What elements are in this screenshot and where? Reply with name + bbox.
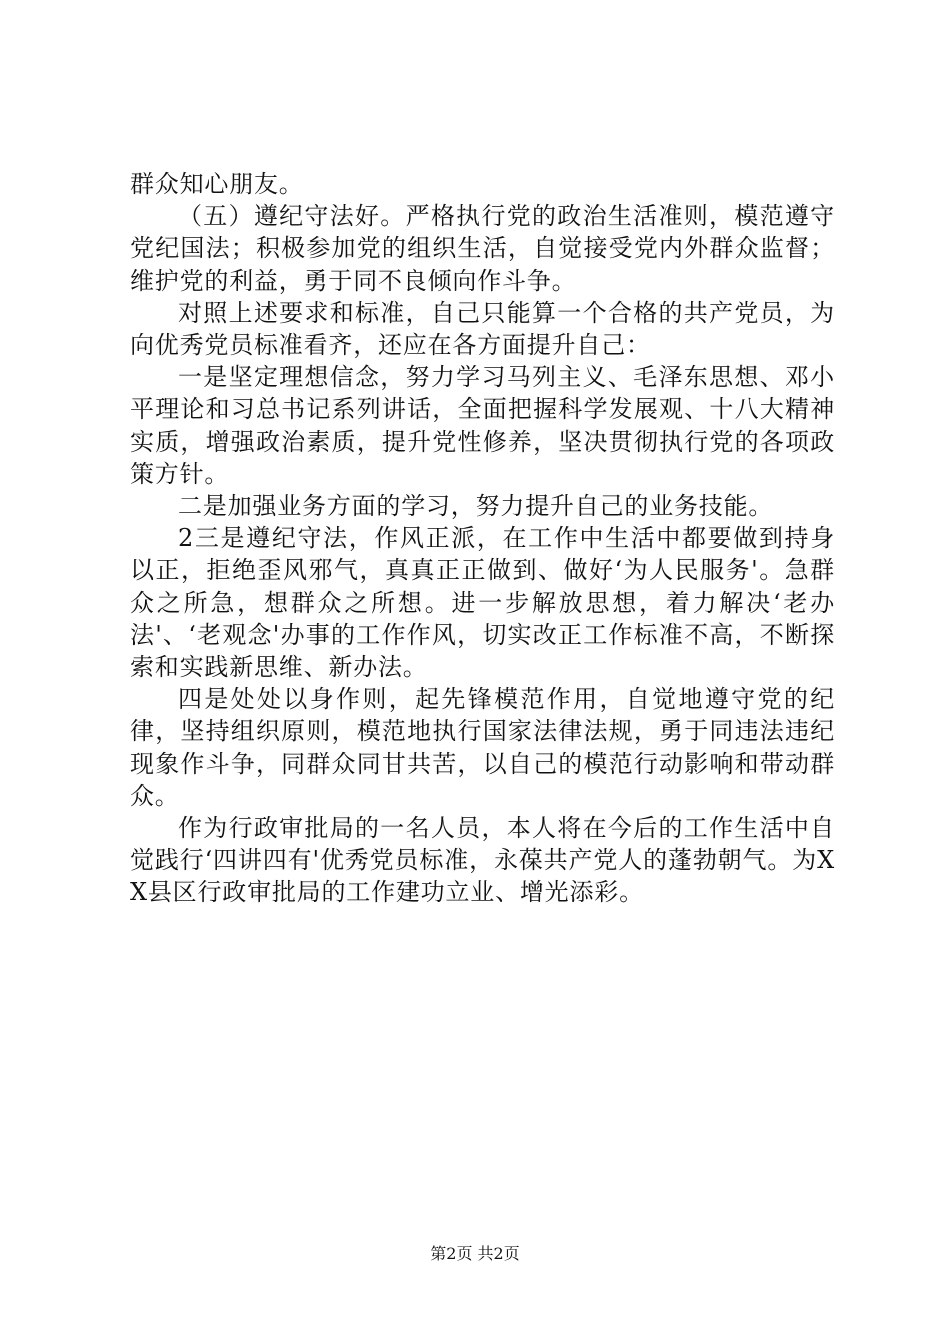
paragraph-3: 对照上述要求和标准，自己只能算一个合格的共产党员，为向优秀党员标准看齐，还应在各方面提升自己： [130,298,835,360]
paragraph-2: （五）遵纪守法好。严格执行党的政治生活准则，模范遵守党纪国法；积极参加党的组织生活，自觉接受党内外群众监督；维护党的利益，勇于同不良倾向作斗争。 [130,202,835,295]
paragraph-5: 二是加强业务方面的学习，努力提升自己的业务技能。 [178,492,774,521]
paragraph-6: 2三是遵纪守法，作风正派，在工作中生活中都要做到持身以正，拒绝歪风邪气，真真正正做到、做好‘为人民服务'。急群众之所急，想群众之所想。进一步解放思想，着力解决‘老办法'、‘老观念'办事的工作作风，切实改正工作标准不高，不断探索和实践新思维、新办法。 [130,524,835,682]
paragraph-8: 作为行政审批局的一名人员，本人将在今后的工作生活中自觉践行‘四讲四有'优秀党员标准，永葆共产党人的蓬勃朝气。为XX县区行政审批局的工作建功立业、增光添彩。 [130,814,835,907]
paragraph-1: 群众知心朋友。 [130,170,304,198]
paragraph-7: 四是处处以身作则，起先锋模范作用，自觉地遵守党的纪律，坚持组织原则，模范地执行国家法律法规，勇于同违法违纪现象作斗争，同群众同甘共苦，以自己的模范行动影响和带动群众。 [130,685,835,810]
page-number-footer: 第2页 共2页 [430,1244,520,1263]
document-body [130,168,835,909]
paragraph-4: 一是坚定理想信念，努力学习马列主义、毛泽东思想、邓小平理论和习总书记系列讲话，全面把握科学发展观、十八大精神实质，增强政治素质，提升党性修养，坚决贯彻执行党的各项政策方针。 [130,363,835,488]
